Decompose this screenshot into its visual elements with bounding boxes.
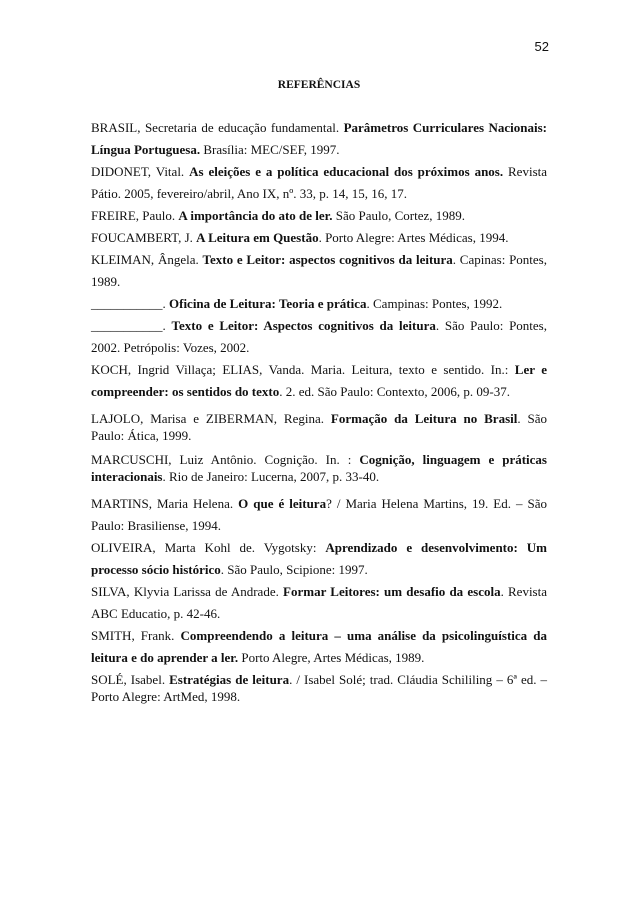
reference-entry: ___________. Oficina de Leitura: Teoria e prática. Campinas: Pontes, 1992. — [91, 296, 503, 311]
reference-list — [91, 117, 547, 705]
reference-entry: KOCH, Ingrid Villaça; ELIAS, Vanda. Maria. Leitura, texto e sentido. In.: Ler e compreender: os sentidos do texto. 2. ed. São Paulo: Contexto, 2006, p. 09-37. — [91, 362, 547, 399]
reference-entry: SILVA, Klyvia Larissa de Andrade. Formar Leitores: um desafio da escola. Revista ABC Educatio, p. 42-46. — [91, 584, 547, 621]
reference-entry: MARCUSCHI, Luiz Antônio. Cognição. In. : Cognição, linguagem e práticas interacionais. Rio de Janeiro: Lucerna, 2007, p. 33-40. — [91, 452, 547, 484]
reference-entry: DIDONET, Vital. As eleições e a política educacional dos próximos anos. Revista Pátio. 2005, fevereiro/abril, Ano IX, nº. 33, p. 14, 15, 16, 17. — [91, 164, 548, 201]
reference-entry: BRASIL, Secretaria de educação fundamental. Parâmetros Curriculares Nacionais: Língua Portuguesa. Brasília: MEC/SEF, 1997. — [91, 120, 547, 157]
reference-entry: SOLÉ, Isabel. Estratégias de leitura. / Isabel Solé; trad. Cláudia Schililing – 6ª ed. – Porto Alegre: ArtMed, 1998. — [91, 672, 548, 704]
reference-entry: FOUCAMBERT, J. A Leitura em Questão. Porto Alegre: Artes Médicas, 1994. — [91, 230, 509, 245]
reference-entry: MARTINS, Maria Helena. O que é leitura? / Maria Helena Martins, 19. Ed. – São Paulo: Brasiliense, 1994. — [91, 496, 548, 533]
reference-entry: SMITH, Frank. Compreendendo a leitura – uma análise da psicolinguística da leitura e do aprender a ler. Porto Alegre, Artes Médicas, 1989. — [91, 628, 548, 665]
references-title: REFERÊNCIAS — [277, 79, 361, 91]
page-number: 52 — [534, 39, 549, 54]
reference-entry: OLIVEIRA, Marta Kohl de. Vygotsky: Aprendizado e desenvolvimento: Um processo sócio histórico. São Paulo, Scipione: 1997. — [91, 540, 547, 577]
reference-entry: FREIRE, Paulo. A importância do ato de ler. São Paulo, Cortez, 1989. — [91, 208, 465, 223]
reference-entry: ___________. Texto e Leitor: Aspectos cognitivos da leitura. São Paulo: Pontes, 2002. Petrópolis: Vozes, 2002. — [91, 318, 547, 355]
reference-entry: KLEIMAN, Ângela. Texto e Leitor: aspectos cognitivos da leitura. Capinas: Pontes, 1989. — [91, 252, 547, 289]
reference-entry: LAJOLO, Marisa e ZIBERMAN, Regina. Formação da Leitura no Brasil. São Paulo: Ática, 1999. — [91, 411, 548, 443]
